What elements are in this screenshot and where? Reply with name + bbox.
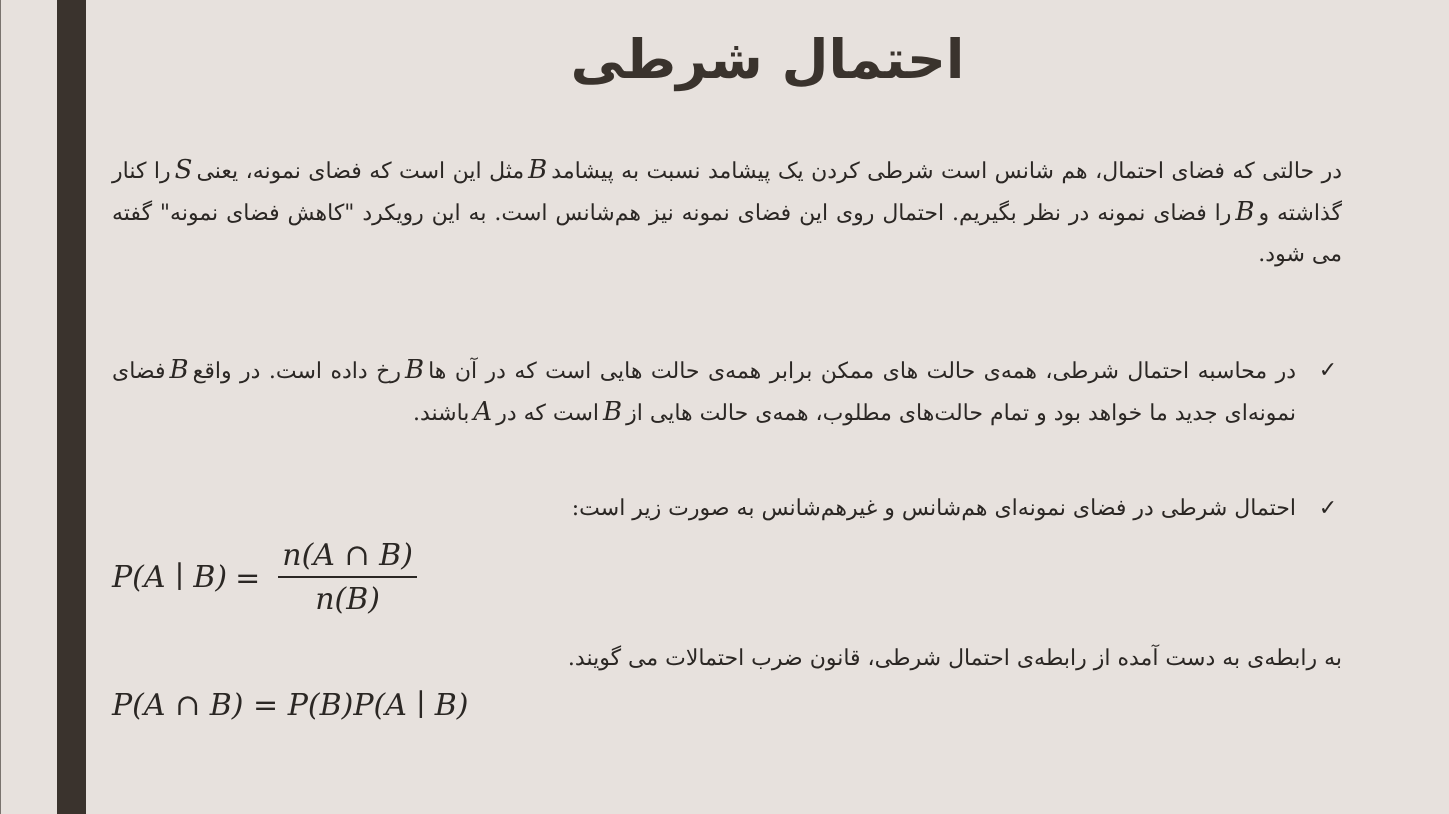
bullet1-text-5: باشند. bbox=[412, 401, 470, 426]
intro-paragraph bbox=[112, 150, 1342, 275]
formula-lhs: P(A ∣ B) bbox=[112, 560, 228, 595]
accent-bar bbox=[57, 0, 86, 814]
bullet1-var-b3: B bbox=[603, 397, 623, 427]
bullet1-var-a: A bbox=[473, 397, 493, 427]
bullet1-text-1: در محاسبه احتمال شرطی، همه‌ی حالت های ممکن برابر همه‌ی حالت هایی است که در آن ها bbox=[428, 359, 1296, 384]
formula-fraction bbox=[278, 538, 417, 618]
multiplication-rule-text: به رابطه‌ی به دست آمده از رابطه‌ی احتمال شرطی، قانون ضرب احتمالات می گویند. bbox=[567, 646, 1342, 671]
intro-text-3: را کنار گذاشته و bbox=[112, 159, 1342, 226]
slide-left-edge bbox=[0, 0, 1, 814]
bullet-text: احتمال شرطی در فضای نمونه‌ای هم‌شانس و غیرهم‌شانس به صورت زیر است: bbox=[571, 496, 1296, 521]
slide-title: احتمال شرطی bbox=[570, 28, 965, 91]
checkmark-icon: ✓ bbox=[1318, 496, 1338, 521]
intro-text-4: را فضای نمونه در نظر بگیریم. احتمال روی این فضای نمونه نیز هم‌شانس است. به این رویکرد "کاهش فضای نمونه" گفته می شود. bbox=[112, 201, 1342, 267]
formula-numerator: n(A ∩ B) bbox=[278, 538, 417, 578]
bullet1-text-4: است که در bbox=[496, 401, 600, 426]
intro-text-2: مثل این است که فضای نمونه، یعنی bbox=[196, 159, 525, 184]
bullet-item-reduced-space bbox=[112, 350, 1342, 434]
intro-text-1: در حالتی که فضای احتمال، هم شانس است شرطی کردن یک پیشامد نسبت به پیشامد bbox=[551, 159, 1342, 184]
conditional-probability-formula bbox=[112, 538, 417, 618]
checkmark-icon: ✓ bbox=[1318, 358, 1338, 383]
intro-var-b: B bbox=[528, 155, 548, 185]
bullet-item-formula-intro bbox=[112, 488, 1342, 529]
intro-var-s: S bbox=[174, 155, 193, 185]
bullet-text bbox=[112, 350, 1296, 434]
formula-denominator: n(B) bbox=[315, 582, 380, 617]
intro-var-b2: B bbox=[1235, 197, 1255, 227]
bullet1-var-b2: B bbox=[169, 355, 189, 385]
bullet1-var-b: B bbox=[404, 355, 425, 385]
bullet1-text-2: رخ داده است. در واقع bbox=[192, 359, 401, 384]
multiplication-rule-formula: P(A ∩ B) = P(B)P(A ∣ B) bbox=[112, 688, 469, 723]
bullet1-text-3: فضای نمونه‌ای جدید ما خواهد بود و تمام حالت‌های مطلوب، همه‌ی حالت هایی از bbox=[112, 359, 1296, 426]
formula-equals: = bbox=[235, 560, 261, 596]
